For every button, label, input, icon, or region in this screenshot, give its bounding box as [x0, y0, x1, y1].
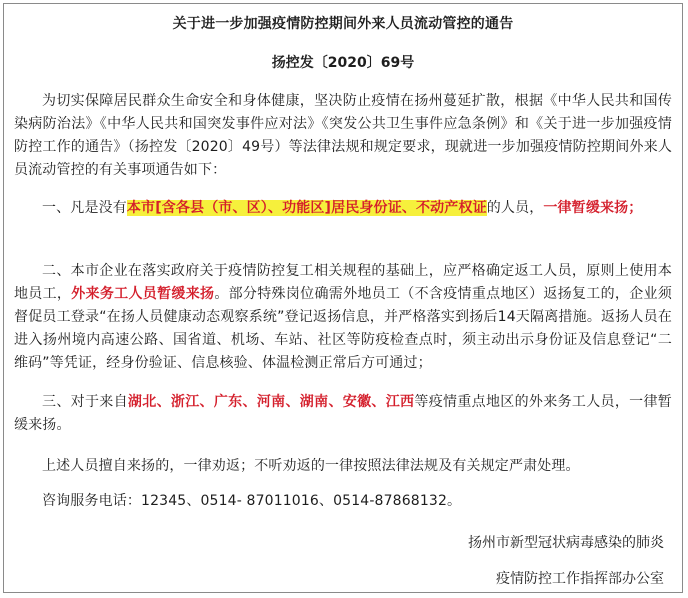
- notice-title: 关于进一步加强疫情防控期间外来人员流动管控的通告: [172, 16, 514, 32]
- item-3-prefix: 三、对于来自: [42, 394, 128, 410]
- region-item: 安徽: [342, 394, 372, 410]
- hotline-paragraph: 咨询服务电话：12345、0514- 87011016、0514-87868132。: [42, 493, 462, 509]
- item-2-suffix: 。部分特殊岗位确需外地员工（不含疫情重点地区）返扬复工的，企业须督促员工登录“在扬人员健康动态观察系统”登记返扬信息，并严格落实到扬后14天隔离措施。返扬人员在进入扬州境内高速公路、国省道、机场、车站、社区等防疫检查点时，须主动出示身份证及信息登记“二维码”等凭证，经身份验证、信息核验、体温检测正常后方可通过；: [14, 286, 672, 371]
- item-1-highlight: 本市[含各县（市、区）、功能区]居民身份证、不动产权证: [126, 200, 487, 216]
- item-1-prefix: 一、凡是没有: [42, 200, 127, 216]
- region-item: 湖北: [127, 394, 157, 410]
- item-3-paragraph: [14, 391, 672, 437]
- region-separator: 、: [199, 394, 214, 410]
- item-1-middle: 的人员，: [486, 200, 544, 216]
- signature-line-2: 疫情防控工作指挥部办公室: [496, 571, 664, 587]
- region-item: 江西: [385, 394, 415, 410]
- item-2-prefix: 二、本市企业在落实政府关于疫情防控复工相关规程的基础上，应严格确定返工人员，原则上使用本地员工，: [14, 263, 672, 302]
- region-separator: 、: [242, 394, 257, 410]
- region-item: 河南: [256, 394, 286, 410]
- item-1-paragraph: [14, 197, 672, 220]
- notice-frame: [3, 3, 683, 593]
- region-item: 浙江: [170, 394, 200, 410]
- signature-line-1: 扬州市新型冠状病毒感染的肺炎: [468, 535, 664, 551]
- intro-paragraph: 为切实保障居民群众生命安全和身体健康，坚决防止疫情在扬州蔓延扩散，根据《中华人民共和国传染病防治法》《中华人民共和国突发事件应对法》《突发公共卫生事件应急条例》和《关于进一步加强疫情防控工作的通告》（扬控发〔2020〕49号）等法律法规和规定要求，现就进一步加强疫情防控期间外来人员流动管控的有关事项通告如下：: [14, 93, 672, 178]
- item-3-suffix: 等疫情重点地区的外来务工人员，一律暂缓来扬。: [14, 394, 672, 433]
- region-item: 广东: [213, 394, 243, 410]
- region-separator: 、: [156, 394, 171, 410]
- item-2-paragraph: [14, 260, 672, 375]
- warning-paragraph: 上述人员擅自来扬的，一律劝返；不听劝返的一律按照法律法规及有关规定严肃处理。: [42, 458, 580, 474]
- item-1-suffix: ；: [628, 200, 643, 216]
- item-1-red: 一律暂缓来扬: [543, 200, 629, 216]
- region-separator: 、: [371, 394, 386, 410]
- document-number: 扬控发〔2020〕69号: [271, 55, 415, 71]
- region-separator: 、: [285, 394, 300, 410]
- region-separator: 、: [328, 394, 343, 410]
- region-item: 湖南: [299, 394, 329, 410]
- notice-body: [14, 4, 672, 592]
- item-2-red: 外来务工人员暂缓来扬: [71, 286, 215, 302]
